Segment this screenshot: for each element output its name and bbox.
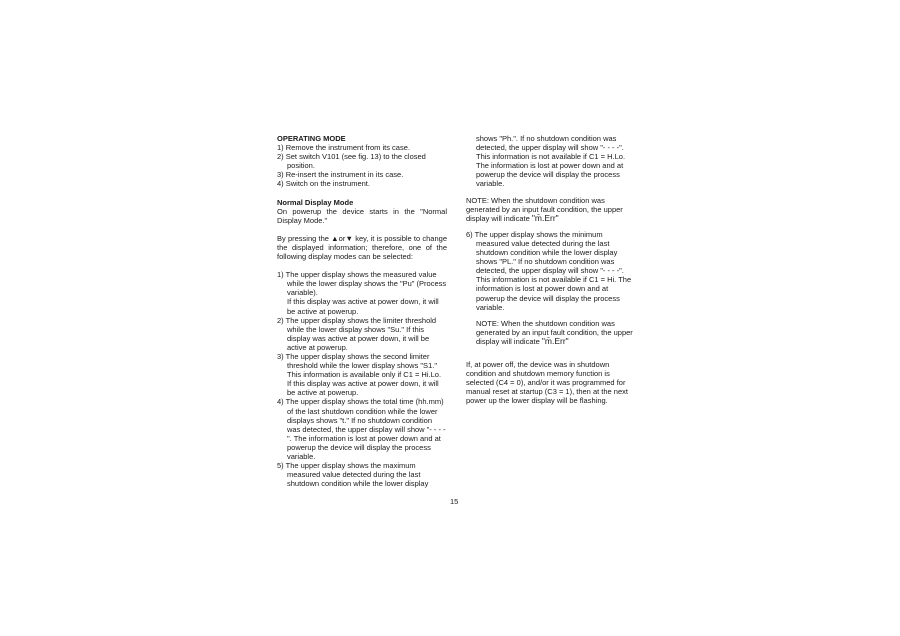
note-1-code: "m̄.Err" <box>531 212 559 223</box>
final-paragraph: If, at power off, the device was in shutdown condition and shutdown memory function is selected (C4 = 0), and/or it was programmed for manual reset at startup (C3 = 1), then at the next power up the lower display will be flashing. <box>466 359 628 406</box>
note-2-code: "m̄.Err" <box>541 335 569 346</box>
step-item: 4) Switch on the instrument. <box>277 179 370 189</box>
display-mode-item: 1) The upper display shows the measured value while the lower display shows the "Pu" (Process variable). <box>277 270 447 298</box>
display-mode-item: 3) The upper display shows the second limiter threshold while the lower display shows "S1." <box>277 351 437 371</box>
note-2-text: NOTE: When the shutdown condition was generated by an input fault condition, the upper display will indicate <box>476 318 633 346</box>
note-2 <box>466 319 638 346</box>
display-mode-item: 4) The upper display shows the total time (hh.mm) of the last shutdown condition while the lower displays shows "t." If no shutdown condition was detected, the upper display will show "- - - -". The information is lost at power down and at powerup the device will display the process variable. <box>277 397 446 461</box>
mode-5-continuation: shows "Ph.". If no shutdown condition was detected, the upper display will show "- - - -". This information is not available if C1 = H.Lo. The information is lost at power down and at powerup the device will display the process variable. <box>476 134 626 189</box>
display-mode-item: 5) The upper display shows the maximum measured value detected during the last shutdown condition while the lower display <box>277 461 429 489</box>
step-item: 2) Set switch V101 (see fig. 13) to the closed position. <box>277 152 426 171</box>
display-mode-item: 2) The upper display shows the limiter threshold while the lower display shows "Su." If this display was active at power down, it will be active at powerup. <box>277 315 437 352</box>
right-column <box>466 134 638 405</box>
normal-display-mode-heading: Normal Display Mode <box>277 197 354 207</box>
note-1-text: NOTE: When the shutdown condition was generated by an input fault condition, the upper display will indicate <box>466 195 623 223</box>
note-1 <box>466 196 638 223</box>
normal-display-text: On powerup the device starts in the "Normal Display Mode." <box>277 206 447 225</box>
keys-text: By pressing the ▲or▼ key, it is possible to change the displayed information; therefore, one of the following display modes can be selected: <box>277 233 447 262</box>
page-number: 15 <box>450 497 459 506</box>
display-mode-item: 6) The upper display shows the minimum measured value detected during the last shutdown condition while the lower display shows "PL." If no shutdown condition was detected, the upper display will show "- - - -". This information is not available if C1 = Hi. The information is lost at power down and at powerup the device will display the process variable. <box>466 229 632 312</box>
display-mode-note: This information is available only if C1 = Hi.Lo. If this display was active at power down, it will be active at powerup. <box>287 370 442 398</box>
step-item: 1) Remove the instrument from its case. <box>277 143 410 153</box>
step-item: 3) Re-insert the instrument in its case. <box>277 170 404 180</box>
left-column <box>277 134 447 488</box>
operating-mode-heading: OPERATING MODE <box>277 134 346 143</box>
operating-steps-list <box>277 143 447 188</box>
display-mode-note: If this display was active at power down, it will be active at powerup. <box>287 297 439 316</box>
